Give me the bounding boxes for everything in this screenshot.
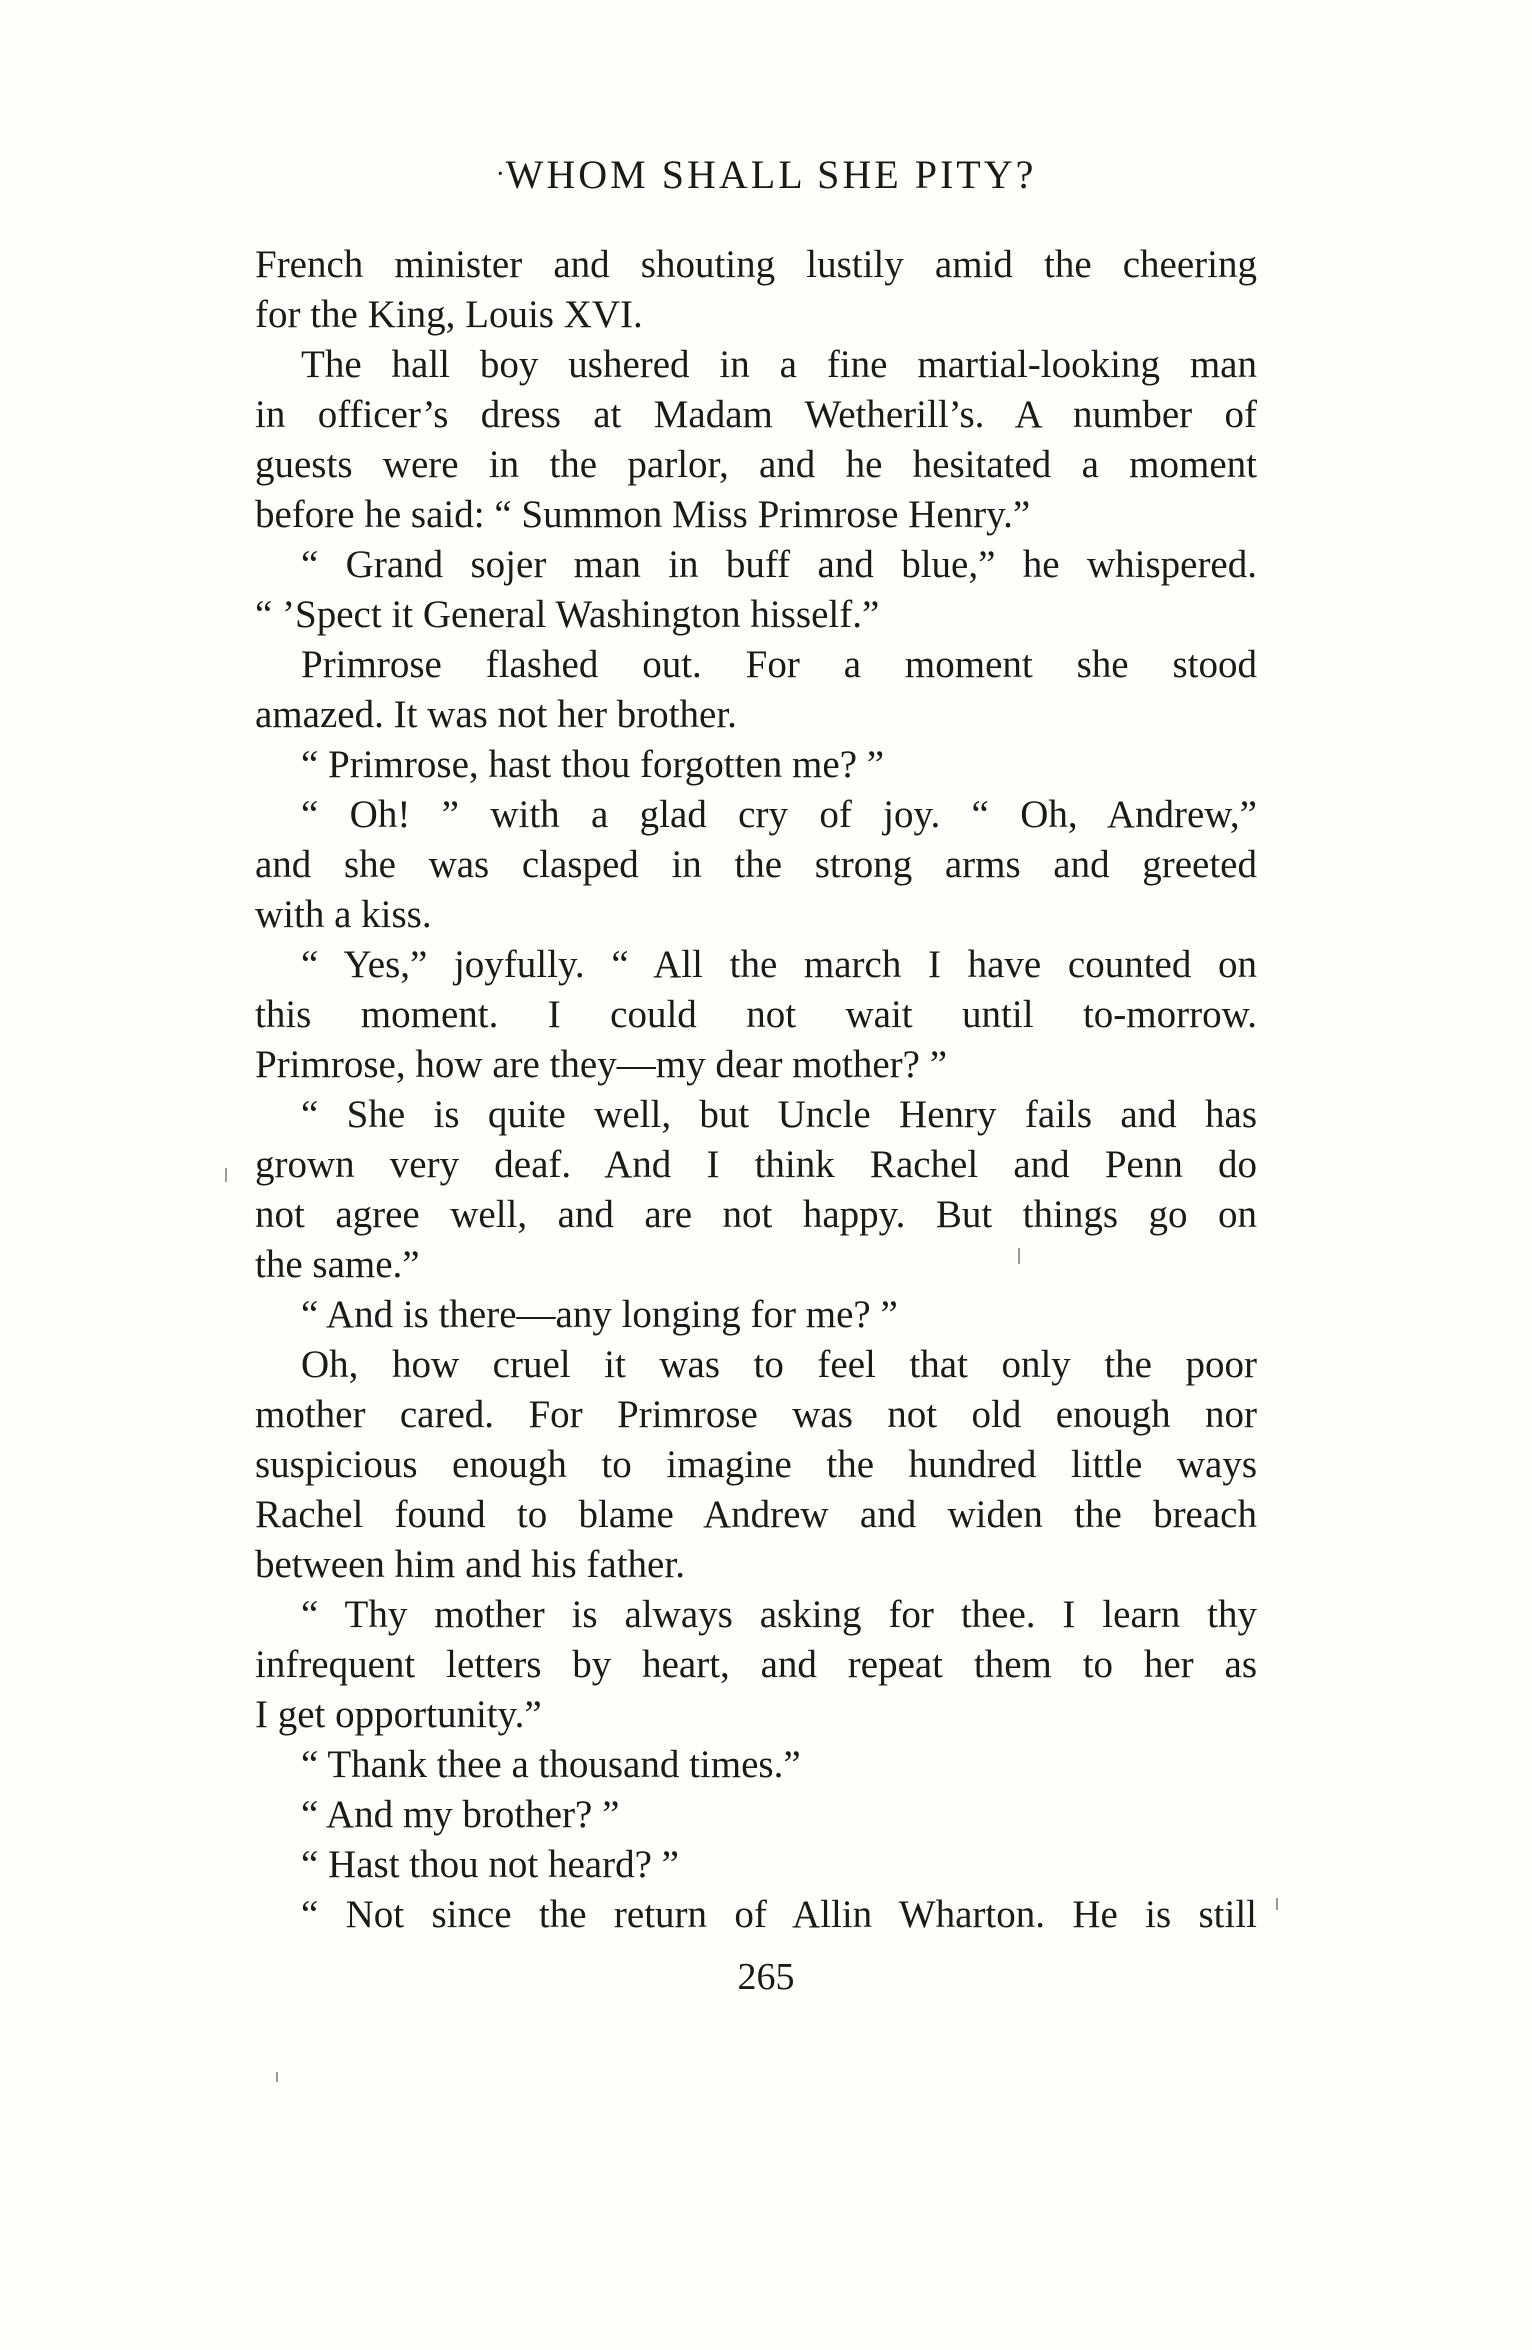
text-line: French minister and shouting lustily amid the cheering: [255, 243, 1257, 286]
text-line: “ Thy mother is always asking for thee. I learn thy: [301, 1593, 1257, 1636]
text-line: Primrose flashed out. For a moment she stood: [301, 643, 1257, 686]
running-head: [0, 150, 1532, 200]
text-line: before he said: “ Summon Miss Primrose Henry.”: [255, 493, 1031, 536]
text-line: “ Thank thee a thousand times.”: [301, 1743, 801, 1786]
text-line: infrequent letters by heart, and repeat them to her as: [255, 1643, 1257, 1686]
text-line: mother cared. For Primrose was not old enough nor: [255, 1393, 1257, 1436]
text-line: grown very deaf. And I think Rachel and Penn do: [255, 1143, 1257, 1186]
scan-speck: [1018, 1248, 1020, 1264]
text-line: Primrose, how are they—my dear mother? ”: [255, 1043, 948, 1086]
scan-speck: [1276, 1898, 1278, 1910]
text-line: “ Primrose, hast thou forgotten me? ”: [301, 743, 885, 786]
text-line: “ Oh! ” with a glad cry of joy. “ Oh, Andrew,”: [301, 793, 1257, 836]
text-line: The hall boy ushered in a fine martial-looking man: [301, 343, 1257, 386]
running-head-title: WHOM SHALL SHE PITY?: [505, 152, 1037, 197]
text-line: for the King, Louis XVI.: [255, 293, 643, 336]
page-number: 265: [737, 1956, 795, 1998]
scan-speck: [276, 2072, 278, 2082]
text-line: “ And is there—any longing for me? ”: [301, 1293, 898, 1336]
text-line: “ Grand sojer man in buff and blue,” he whispered.: [301, 543, 1257, 586]
text-line: in officer’s dress at Madam Wetherill’s. A number of: [255, 393, 1257, 436]
text-line: “ She is quite well, but Uncle Henry fails and has: [301, 1093, 1257, 1136]
text-line: amazed. It was not her brother.: [255, 693, 737, 736]
text-line: this moment. I could not wait until to-morrow.: [255, 993, 1257, 1036]
text-line: guests were in the parlor, and he hesitated a moment: [255, 443, 1257, 486]
text-line: I get opportunity.”: [255, 1693, 542, 1736]
text-line: “ ’Spect it General Washington hisself.”: [255, 593, 880, 636]
text-line: with a kiss.: [255, 893, 432, 936]
text-line: the same.”: [255, 1243, 420, 1286]
text-line: suspicious enough to imagine the hundred little ways: [255, 1443, 1257, 1486]
text-line: “ Hast thou not heard? ”: [301, 1843, 679, 1886]
text-line: not agree well, and are not happy. But things go on: [255, 1193, 1257, 1236]
text-line: “ Not since the return of Allin Wharton. He is still: [301, 1893, 1257, 1936]
body-text: [255, 240, 1257, 1940]
text-line: “ And my brother? ”: [301, 1793, 620, 1836]
text-line: between him and his father.: [255, 1543, 685, 1586]
text-line: and she was clasped in the strong arms and greeted: [255, 843, 1257, 886]
text-line: Rachel found to blame Andrew and widen the breach: [255, 1493, 1257, 1536]
stray-mark: ·: [495, 159, 508, 190]
scan-speck: [225, 1168, 227, 1182]
text-line: “ Yes,” joyfully. “ All the march I have counted on: [301, 943, 1257, 986]
text-line: Oh, how cruel it was to feel that only the poor: [301, 1343, 1257, 1386]
